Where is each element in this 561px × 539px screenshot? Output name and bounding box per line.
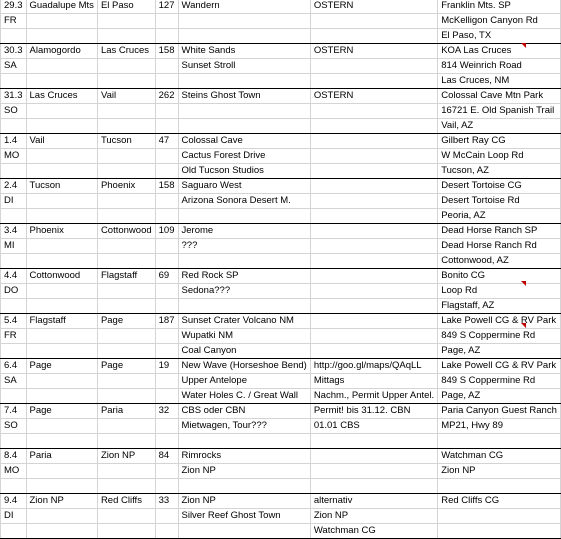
from-cell[interactable]: Zion NP xyxy=(26,494,97,509)
notes-cell[interactable] xyxy=(310,239,437,254)
date-cell[interactable] xyxy=(1,29,27,44)
date-cell[interactable] xyxy=(1,299,27,314)
activity-cell[interactable]: Wandern xyxy=(178,0,310,14)
notes-cell[interactable]: alternativ xyxy=(310,494,437,509)
activity-cell[interactable]: Silver Reef Ghost Town xyxy=(178,509,310,524)
date-cell[interactable]: DO xyxy=(1,284,27,299)
notes-cell[interactable] xyxy=(310,74,437,89)
notes-cell[interactable] xyxy=(310,194,437,209)
campground-cell[interactable]: Red Cliffs CG xyxy=(438,494,561,509)
campground-cell[interactable]: W McCain Loop Rd xyxy=(438,149,561,164)
miles-cell[interactable] xyxy=(155,434,178,449)
notes-cell[interactable] xyxy=(310,434,437,449)
from-cell[interactable] xyxy=(26,329,97,344)
miles-cell[interactable]: 69 xyxy=(155,269,178,284)
date-cell[interactable] xyxy=(1,389,27,404)
to-cell[interactable]: Cottonwood xyxy=(97,224,155,239)
table-row xyxy=(1,374,561,389)
date-cell[interactable]: 6.4 xyxy=(1,359,27,374)
table-row xyxy=(1,119,561,134)
miles-cell[interactable] xyxy=(155,419,178,434)
from-cell[interactable]: Page xyxy=(26,359,97,374)
table-row xyxy=(1,89,561,104)
to-cell[interactable] xyxy=(97,299,155,314)
from-cell[interactable] xyxy=(26,149,97,164)
notes-cell[interactable] xyxy=(310,119,437,134)
miles-cell[interactable]: 262 xyxy=(155,89,178,104)
notes-cell[interactable] xyxy=(310,449,437,464)
activity-cell[interactable]: Red Rock SP xyxy=(178,269,310,284)
date-cell[interactable]: MO xyxy=(1,464,27,479)
date-cell[interactable]: SA xyxy=(1,374,27,389)
to-cell[interactable] xyxy=(97,434,155,449)
to-cell[interactable] xyxy=(97,344,155,359)
date-cell[interactable]: 5.4 xyxy=(1,314,27,329)
to-cell[interactable] xyxy=(97,479,155,494)
from-cell[interactable] xyxy=(26,299,97,314)
date-cell[interactable]: 1.4 xyxy=(1,134,27,149)
table-row xyxy=(1,329,561,344)
miles-cell[interactable] xyxy=(155,254,178,269)
activity-cell[interactable]: Saguaro West xyxy=(178,179,310,194)
date-cell[interactable]: 9.4 xyxy=(1,494,27,509)
table-row xyxy=(1,419,561,434)
notes-cell[interactable]: OSTERN xyxy=(310,0,437,14)
date-cell[interactable] xyxy=(1,344,27,359)
to-cell[interactable] xyxy=(97,119,155,134)
to-cell[interactable] xyxy=(97,149,155,164)
activity-cell[interactable] xyxy=(178,479,310,494)
campground-cell[interactable] xyxy=(438,434,561,449)
campground-cell[interactable] xyxy=(438,479,561,494)
campground-cell[interactable]: Peoria, AZ xyxy=(438,209,561,224)
date-cell[interactable]: DI xyxy=(1,194,27,209)
notes-cell[interactable] xyxy=(310,299,437,314)
table-row xyxy=(1,29,561,44)
date-cell[interactable]: FR xyxy=(1,14,27,29)
notes-cell[interactable] xyxy=(310,284,437,299)
activity-cell[interactable]: Old Tucson Studios xyxy=(178,164,310,179)
to-cell[interactable] xyxy=(97,14,155,29)
date-cell[interactable] xyxy=(1,119,27,134)
to-cell[interactable]: Las Cruces xyxy=(97,44,155,59)
from-cell[interactable] xyxy=(26,434,97,449)
campground-cell[interactable]: MP21, Hwy 89 xyxy=(438,419,561,434)
miles-cell[interactable] xyxy=(155,524,178,539)
table-row xyxy=(1,74,561,89)
date-cell[interactable]: 2.4 xyxy=(1,179,27,194)
campground-cell[interactable]: Dead Horse Ranch Rd xyxy=(438,239,561,254)
from-cell[interactable] xyxy=(26,389,97,404)
activity-cell[interactable] xyxy=(178,524,310,539)
to-cell[interactable]: El Paso xyxy=(97,0,155,14)
to-cell[interactable]: Page xyxy=(97,314,155,329)
date-cell[interactable]: 3.4 xyxy=(1,224,27,239)
activity-cell[interactable]: Cactus Forest Drive xyxy=(178,149,310,164)
from-cell[interactable]: Paria xyxy=(26,449,97,464)
campground-cell[interactable]: Lake Powell CG & RV Park xyxy=(438,359,561,374)
activity-cell[interactable]: Sunset Crater Volcano NM xyxy=(178,314,310,329)
campground-cell[interactable]: Watchman CG xyxy=(438,449,561,464)
table-row xyxy=(1,59,561,74)
activity-cell[interactable]: Zion NP xyxy=(178,494,310,509)
date-cell[interactable]: FR xyxy=(1,329,27,344)
table-row xyxy=(1,404,561,419)
campground-cell[interactable]: Desert Tortoise CG xyxy=(438,179,561,194)
activity-cell[interactable] xyxy=(178,254,310,269)
miles-cell[interactable] xyxy=(155,374,178,389)
to-cell[interactable]: Flagstaff xyxy=(97,269,155,284)
table-row xyxy=(1,359,561,374)
activity-cell[interactable]: Sedona??? xyxy=(178,284,310,299)
date-cell[interactable]: 31.3 xyxy=(1,89,27,104)
to-cell[interactable] xyxy=(97,374,155,389)
from-cell[interactable]: Flagstaff xyxy=(26,314,97,329)
activity-cell[interactable]: CBS oder CBN xyxy=(178,404,310,419)
to-cell[interactable] xyxy=(97,329,155,344)
miles-cell[interactable]: 33 xyxy=(155,494,178,509)
notes-cell[interactable] xyxy=(310,179,437,194)
notes-cell[interactable]: Nachm., Permit Upper Antel. xyxy=(310,389,437,404)
miles-cell[interactable]: 84 xyxy=(155,449,178,464)
campground-cell[interactable]: Gilbert Ray CG xyxy=(438,134,561,149)
miles-cell[interactable] xyxy=(155,329,178,344)
activity-cell[interactable]: Steins Ghost Town xyxy=(178,89,310,104)
miles-cell[interactable]: 47 xyxy=(155,134,178,149)
to-cell[interactable] xyxy=(97,164,155,179)
miles-cell[interactable] xyxy=(155,194,178,209)
miles-cell[interactable]: 19 xyxy=(155,359,178,374)
miles-cell[interactable] xyxy=(155,164,178,179)
date-cell[interactable]: DI xyxy=(1,509,27,524)
miles-cell[interactable] xyxy=(155,464,178,479)
to-cell[interactable] xyxy=(97,209,155,224)
miles-cell[interactable] xyxy=(155,149,178,164)
campground-cell[interactable]: Page, AZ xyxy=(438,389,561,404)
to-cell[interactable] xyxy=(97,254,155,269)
activity-cell[interactable]: Zion NP xyxy=(178,464,310,479)
campground-cell[interactable]: Tucson, AZ xyxy=(438,164,561,179)
notes-cell[interactable] xyxy=(310,164,437,179)
notes-cell[interactable]: OSTERN xyxy=(310,89,437,104)
miles-cell[interactable] xyxy=(155,104,178,119)
table-row xyxy=(1,509,561,524)
table-row xyxy=(1,389,561,404)
miles-cell[interactable] xyxy=(155,479,178,494)
activity-cell[interactable]: Wupatki NM xyxy=(178,329,310,344)
campground-cell[interactable]: El Paso, TX xyxy=(438,29,561,44)
campground-cell[interactable]: Desert Tortoise Rd xyxy=(438,194,561,209)
activity-cell[interactable]: Arizona Sonora Desert M. xyxy=(178,194,310,209)
campground-cell[interactable] xyxy=(438,524,561,539)
from-cell[interactable]: Phoenix xyxy=(26,224,97,239)
miles-cell[interactable] xyxy=(155,239,178,254)
notes-cell[interactable] xyxy=(310,224,437,239)
miles-cell[interactable]: 109 xyxy=(155,224,178,239)
to-cell[interactable] xyxy=(97,74,155,89)
miles-cell[interactable] xyxy=(155,509,178,524)
notes-cell[interactable]: Mittags xyxy=(310,374,437,389)
date-cell[interactable]: SO xyxy=(1,419,27,434)
to-cell[interactable]: Vail xyxy=(97,89,155,104)
campground-cell[interactable] xyxy=(438,509,561,524)
date-cell[interactable]: 29.3 xyxy=(1,0,27,14)
table-row xyxy=(1,134,561,149)
date-cell[interactable]: 30.3 xyxy=(1,44,27,59)
notes-cell[interactable] xyxy=(310,209,437,224)
from-cell[interactable]: Las Cruces xyxy=(26,89,97,104)
activity-cell[interactable]: Coal Canyon xyxy=(178,344,310,359)
comment-indicator[interactable] xyxy=(521,43,526,48)
activity-cell[interactable]: White Sands xyxy=(178,44,310,59)
miles-cell[interactable]: 158 xyxy=(155,179,178,194)
activity-cell[interactable] xyxy=(178,119,310,134)
notes-cell[interactable] xyxy=(310,14,437,29)
comment-indicator[interactable] xyxy=(521,323,526,328)
campground-cell[interactable]: Cottonwood, AZ xyxy=(438,254,561,269)
miles-cell[interactable]: 158 xyxy=(155,44,178,59)
date-cell[interactable] xyxy=(1,434,27,449)
date-cell[interactable] xyxy=(1,209,27,224)
from-cell[interactable] xyxy=(26,284,97,299)
from-cell[interactable]: Page xyxy=(26,404,97,419)
table-row xyxy=(1,14,561,29)
miles-cell[interactable] xyxy=(155,284,178,299)
from-cell[interactable] xyxy=(26,374,97,389)
to-cell[interactable] xyxy=(97,419,155,434)
miles-cell[interactable] xyxy=(155,14,178,29)
comment-indicator[interactable] xyxy=(521,281,526,286)
table-row xyxy=(1,464,561,479)
miles-cell[interactable] xyxy=(155,59,178,74)
from-cell[interactable] xyxy=(26,509,97,524)
to-cell[interactable]: Phoenix xyxy=(97,179,155,194)
campground-cell[interactable]: Dead Horse Ranch SP xyxy=(438,224,561,239)
date-cell[interactable]: SO xyxy=(1,104,27,119)
notes-cell[interactable] xyxy=(310,479,437,494)
notes-cell[interactable] xyxy=(310,254,437,269)
campground-cell[interactable]: Paria Canyon Guest Ranch xyxy=(438,404,561,419)
date-cell[interactable] xyxy=(1,254,27,269)
notes-cell[interactable] xyxy=(310,134,437,149)
from-cell[interactable] xyxy=(26,14,97,29)
campground-cell[interactable]: Lake Powell CG & RV Park xyxy=(438,314,561,329)
from-cell[interactable] xyxy=(26,464,97,479)
table-row xyxy=(1,524,561,539)
campground-cell[interactable]: 814 Weinrich Road xyxy=(438,59,561,74)
notes-cell[interactable]: http://goo.gl/maps/QAqLL xyxy=(310,359,437,374)
table-row xyxy=(1,269,561,284)
campground-cell[interactable]: Page, AZ xyxy=(438,344,561,359)
campground-cell[interactable]: Franklin Mts. SP xyxy=(438,0,561,14)
table-row xyxy=(1,149,561,164)
activity-cell[interactable]: Upper Antelope xyxy=(178,374,310,389)
notes-cell[interactable] xyxy=(310,149,437,164)
activity-cell[interactable] xyxy=(178,299,310,314)
activity-cell[interactable]: Mietwagen, Tour??? xyxy=(178,419,310,434)
table-row xyxy=(1,254,561,269)
activity-cell[interactable] xyxy=(178,209,310,224)
from-cell[interactable] xyxy=(26,104,97,119)
table-row xyxy=(1,344,561,359)
date-cell[interactable] xyxy=(1,164,27,179)
miles-cell[interactable]: 127 xyxy=(155,0,178,14)
campground-cell[interactable]: 849 S Coppermine Rd xyxy=(438,329,561,344)
from-cell[interactable] xyxy=(26,74,97,89)
table-row xyxy=(1,284,561,299)
table-row xyxy=(1,299,561,314)
activity-cell[interactable] xyxy=(178,29,310,44)
table-row xyxy=(1,494,561,509)
notes-cell[interactable]: Watchman CG xyxy=(310,524,437,539)
campground-cell[interactable]: Bonito CG xyxy=(438,269,561,284)
table-row xyxy=(1,479,561,494)
table-row xyxy=(1,44,561,59)
to-cell[interactable] xyxy=(97,59,155,74)
from-cell[interactable] xyxy=(26,164,97,179)
from-cell[interactable] xyxy=(26,254,97,269)
miles-cell[interactable]: 32 xyxy=(155,404,178,419)
notes-cell[interactable] xyxy=(310,314,437,329)
table-row xyxy=(1,314,561,329)
to-cell[interactable] xyxy=(97,29,155,44)
from-cell[interactable]: Alamogordo xyxy=(26,44,97,59)
from-cell[interactable] xyxy=(26,524,97,539)
miles-cell[interactable] xyxy=(155,119,178,134)
to-cell[interactable]: Red Cliffs xyxy=(97,494,155,509)
campground-cell[interactable]: Flagstaff, AZ xyxy=(438,299,561,314)
from-cell[interactable] xyxy=(26,344,97,359)
activity-cell[interactable]: Sunset Stroll xyxy=(178,59,310,74)
date-cell[interactable]: MI xyxy=(1,239,27,254)
campground-cell[interactable]: 849 S Coppermine Rd xyxy=(438,374,561,389)
activity-cell[interactable] xyxy=(178,14,310,29)
table-row xyxy=(1,164,561,179)
table-row xyxy=(1,209,561,224)
table-row xyxy=(1,239,561,254)
campground-cell[interactable]: Colossal Cave Mtn Park xyxy=(438,89,561,104)
miles-cell[interactable]: 187 xyxy=(155,314,178,329)
to-cell[interactable]: Page xyxy=(97,359,155,374)
campground-cell[interactable]: 16721 E. Old Spanish Trail xyxy=(438,104,561,119)
to-cell[interactable] xyxy=(97,194,155,209)
campground-cell[interactable]: Las Cruces, NM xyxy=(438,74,561,89)
activity-cell[interactable]: Colossal Cave xyxy=(178,134,310,149)
activity-cell[interactable]: Jerome xyxy=(178,224,310,239)
activity-cell[interactable] xyxy=(178,74,310,89)
notes-cell[interactable]: OSTERN xyxy=(310,44,437,59)
from-cell[interactable] xyxy=(26,479,97,494)
from-cell[interactable]: Tucson xyxy=(26,179,97,194)
miles-cell[interactable] xyxy=(155,209,178,224)
table-row xyxy=(1,104,561,119)
to-cell[interactable]: Zion NP xyxy=(97,449,155,464)
miles-cell[interactable] xyxy=(155,29,178,44)
to-cell[interactable]: Paria xyxy=(97,404,155,419)
notes-cell[interactable] xyxy=(310,344,437,359)
activity-cell[interactable]: New Wave (Horseshoe Bend) xyxy=(178,359,310,374)
to-cell[interactable] xyxy=(97,509,155,524)
to-cell[interactable] xyxy=(97,239,155,254)
activity-cell[interactable] xyxy=(178,104,310,119)
campground-cell[interactable]: Loop Rd xyxy=(438,284,561,299)
date-cell[interactable]: 7.4 xyxy=(1,404,27,419)
notes-cell[interactable] xyxy=(310,464,437,479)
notes-cell[interactable] xyxy=(310,59,437,74)
miles-cell[interactable] xyxy=(155,389,178,404)
notes-cell[interactable] xyxy=(310,104,437,119)
from-cell[interactable] xyxy=(26,119,97,134)
table-row xyxy=(1,224,561,239)
activity-cell[interactable]: Rimrocks xyxy=(178,449,310,464)
date-cell[interactable] xyxy=(1,524,27,539)
from-cell[interactable] xyxy=(26,194,97,209)
date-cell[interactable]: MO xyxy=(1,149,27,164)
notes-cell[interactable] xyxy=(310,329,437,344)
campground-cell[interactable]: Vail, AZ xyxy=(438,119,561,134)
date-cell[interactable]: SA xyxy=(1,59,27,74)
from-cell[interactable]: Vail xyxy=(26,134,97,149)
campground-cell[interactable]: McKelligon Canyon Rd xyxy=(438,14,561,29)
notes-cell[interactable]: Permit! bis 31.12. CBN xyxy=(310,404,437,419)
date-cell[interactable]: 4.4 xyxy=(1,269,27,284)
from-cell[interactable] xyxy=(26,239,97,254)
from-cell[interactable]: Cottonwood xyxy=(26,269,97,284)
date-cell[interactable]: 8.4 xyxy=(1,449,27,464)
from-cell[interactable] xyxy=(26,209,97,224)
table-row xyxy=(1,0,561,14)
notes-cell[interactable] xyxy=(310,29,437,44)
activity-cell[interactable] xyxy=(178,434,310,449)
to-cell[interactable] xyxy=(97,104,155,119)
from-cell[interactable] xyxy=(26,29,97,44)
date-cell[interactable] xyxy=(1,74,27,89)
notes-cell[interactable] xyxy=(310,269,437,284)
notes-cell[interactable]: 01.01 CBS xyxy=(310,419,437,434)
miles-cell[interactable] xyxy=(155,344,178,359)
from-cell[interactable] xyxy=(26,419,97,434)
activity-cell[interactable]: ??? xyxy=(178,239,310,254)
to-cell[interactable]: Tucson xyxy=(97,134,155,149)
to-cell[interactable] xyxy=(97,284,155,299)
miles-cell[interactable] xyxy=(155,299,178,314)
from-cell[interactable]: Guadalupe Mts xyxy=(26,0,97,14)
to-cell[interactable] xyxy=(97,464,155,479)
notes-cell[interactable]: Zion NP xyxy=(310,509,437,524)
miles-cell[interactable] xyxy=(155,74,178,89)
activity-cell[interactable]: Water Holes C. / Great Wall xyxy=(178,389,310,404)
table-row xyxy=(1,179,561,194)
from-cell[interactable] xyxy=(26,59,97,74)
table-row xyxy=(1,434,561,449)
table-row xyxy=(1,449,561,464)
to-cell[interactable] xyxy=(97,389,155,404)
date-cell[interactable] xyxy=(1,479,27,494)
campground-cell[interactable]: KOA Las Cruces xyxy=(438,44,561,59)
to-cell[interactable] xyxy=(97,524,155,539)
campground-cell[interactable]: Zion NP xyxy=(438,464,561,479)
table-row xyxy=(1,194,561,209)
